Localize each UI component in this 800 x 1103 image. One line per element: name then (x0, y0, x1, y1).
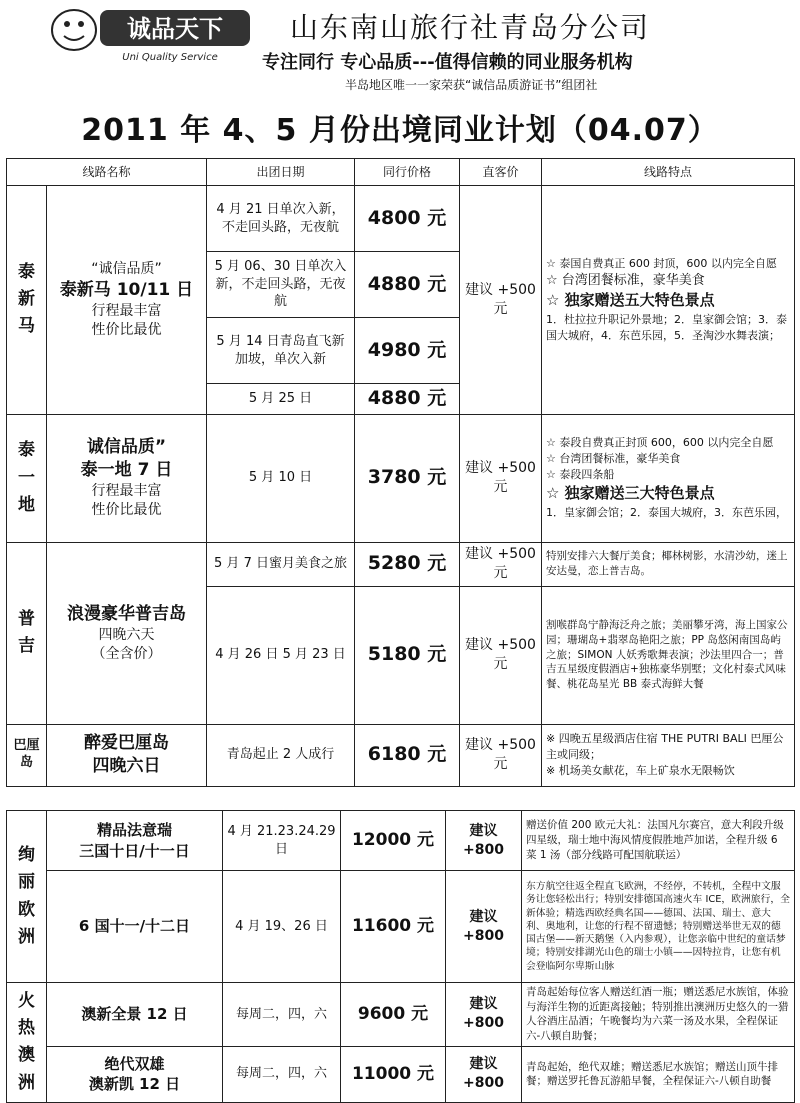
price-cell: 11000 元 (341, 1046, 446, 1102)
feature-item: ※ 机场美女献花，车上矿泉水无限畅饮 (546, 764, 735, 778)
logo-text: 诚品天下 (127, 15, 223, 43)
date-cell: 4 月 26 日 5 月 23 日 (207, 586, 355, 724)
retail-cell: 建议 +500 元 (460, 186, 542, 415)
price-cell: 9600 元 (341, 983, 446, 1047)
region-cell: 普吉 (7, 542, 47, 724)
company-subtitle: 半岛地区唯一一家荣获“诚信品质游证书”组团社 (345, 78, 598, 92)
table-row (7, 186, 795, 252)
price-cell: 4800 元 (355, 186, 460, 252)
region-cell: 泰一地 (7, 414, 47, 542)
date-cell: 4 月 21.23.24.29 日 (223, 811, 341, 871)
table-row (7, 542, 795, 586)
feature-item: ※ 四晚五星级酒店住宿 THE PUTRI BALI 巴厘公主或同级； (546, 732, 784, 762)
features-cell (542, 724, 795, 786)
company-logo (40, 4, 260, 64)
route-line: 四晚六日 (92, 756, 161, 777)
date-cell: 5 月 7 日蜜月美食之旅 (207, 542, 355, 586)
retail-cell: 建议 +800 (446, 811, 522, 871)
table-row (7, 1046, 795, 1102)
retail-cell: 建议 +500 元 (460, 542, 542, 586)
route-cell (47, 811, 223, 871)
route-line: （全含价） (91, 645, 162, 662)
route-line: 行程最丰富 (91, 302, 162, 319)
route-line: 四晚六天 (98, 626, 155, 643)
region-cell: 巴厘岛 (7, 724, 47, 786)
feature-item: ☆ 独家赠送五大特色景点 (546, 291, 715, 310)
table-row (7, 414, 795, 542)
route-cell (47, 983, 223, 1047)
price-cell: 11600 元 (341, 871, 446, 983)
col-retail: 直客价 (460, 159, 542, 186)
date-cell: 每周二，四，六 (223, 1046, 341, 1102)
retail-cell: 建议 +800 (446, 983, 522, 1047)
features-cell: 割喉群岛宁静海泛舟之旅；美丽攀牙湾，海上国家公园；珊瑚岛+翡翠岛艳阳之旅；PP 岛悠闲南国岛屿之旅；SIMON 人妖秀歌舞表演；沙法里四合一；普吉五星级度假酒店+独栋豪华别墅；文化村泰式风味餐、桃花岛星光 BB 泰式海鲜大餐 (542, 586, 795, 724)
date-cell: 5 月 25 日 (207, 384, 355, 415)
route-line: 绝代双雄 (104, 1055, 165, 1073)
retail-cell: 建议 +500 元 (460, 586, 542, 724)
date-cell: 5 月 10 日 (207, 414, 355, 542)
price-cell: 4880 元 (355, 384, 460, 415)
route-line: 三国十日/十一日 (79, 841, 190, 860)
col-price: 同行价格 (355, 159, 460, 186)
retail-cell: 建议 +500 元 (460, 414, 542, 542)
price-cell: 4980 元 (355, 318, 460, 384)
feature-item: 1．杜拉拉升职记外景地；2．皇家御会馆；3．泰国大城府，4．东芭乐园，5．圣淘沙水舞表演； (546, 313, 788, 343)
company-name: 山东南山旅行社青岛分公司 (290, 11, 651, 44)
features-cell: 赠送价值 200 欧元大礼：法国凡尔赛宫，意大利段升级四星级，瑞士地中海风情度假胜地芦加诺，全程升级 6 菜 1 汤（部分线路可配国航联运） (522, 811, 795, 871)
retail-cell: 建议 +500 元 (460, 724, 542, 786)
feature-item: ☆ 泰段自费真正封顶 600，600 以内完全自愿 (546, 436, 774, 450)
retail-cell: 建议 +800 (446, 871, 522, 983)
col-date: 出团日期 (207, 159, 355, 186)
route-cell (47, 414, 207, 542)
col-route: 线路名称 (7, 159, 207, 186)
features-cell: 青岛起始每位客人赠送红酒一瓶；赠送悉尼水族馆，体验与海洋生物的近距离接触；特别推出澳洲历史悠久的一猎人谷酒庄品酒；午晚餐均为六菜一汤及水果，全程保证六-八顿自助餐； (522, 983, 795, 1047)
price-cell: 3780 元 (355, 414, 460, 542)
asia-routes-table (6, 158, 795, 787)
route-line: 澳新凯 12 日 (88, 1075, 181, 1094)
retail-cell: 建议 +800 (446, 1046, 522, 1102)
route-line: 行程最丰富 (91, 483, 162, 500)
col-features: 线路特点 (542, 159, 795, 186)
features-cell: 东方航空往返全程直飞欧洲，不经停，不转机，全程中文服务让您轻松出行；特别安排德国高速火车 ICE，欧洲旅行，全新体验；精选西欧经典名国——德国、法国、瑞士、意大利、奥地利，让您的行程不留遗憾；特别赠送举世无双的德国古堡——新天鹅堡（入内参观），让您亲临中世纪的童话梦境；特别安排湖光山色的瑞士小镇——因特拉肯，让您有机会登临阿尔卑斯山脉 (522, 871, 795, 983)
route-line: 精品法意瑞 (96, 821, 172, 840)
features-cell: 特别安排六大餐厅美食；椰林树影，水清沙幼，迷上安达曼，恋上普吉岛。 (542, 542, 795, 586)
feature-item: ☆ 独家赠送三大特色景点 (546, 484, 715, 503)
route-line: “诚信品质” (91, 261, 162, 278)
price-cell: 5280 元 (355, 542, 460, 586)
date-cell: 青岛起止 2 人成行 (207, 724, 355, 786)
price-cell: 12000 元 (341, 811, 446, 871)
route-cell (47, 542, 207, 724)
features-cell (542, 186, 795, 415)
region-cell: 火热澳洲 (7, 983, 47, 1103)
longhaul-routes-table (6, 810, 795, 1103)
region-cell: 绚丽欧洲 (7, 811, 47, 983)
route-cell (47, 1046, 223, 1102)
route-cell (47, 186, 207, 415)
route-line: 醉爱巴厘岛 (84, 733, 169, 754)
route-cell (47, 724, 207, 786)
route-line: 6 国十一/十二日 (78, 917, 191, 936)
date-cell: 每周二，四，六 (223, 983, 341, 1047)
features-cell (542, 414, 795, 542)
price-cell: 6180 元 (355, 724, 460, 786)
feature-item: ☆ 台湾团餐标准，豪华美食 (546, 452, 681, 466)
table-row (7, 811, 795, 871)
table-header-row (7, 159, 795, 186)
page-header (0, 0, 800, 110)
date-cell: 5 月 14 日青岛直飞新加坡，单次入新 (207, 318, 355, 384)
route-line: 浪漫豪华普吉岛 (67, 603, 186, 624)
route-line: 诚信品质” (86, 437, 167, 458)
table-row (7, 871, 795, 983)
company-slogan: 专注同行 专心品质---值得信赖的同业服务机构 (262, 52, 633, 73)
feature-item: ☆ 泰国自费真正 600 封顶，600 以内完全自愿 (546, 256, 777, 270)
page-title: 2011 年 4、5 月份出境同业计划（04.07） (81, 113, 719, 148)
route-line: 性价比最优 (91, 321, 162, 338)
route-line: 澳新全景 12 日 (81, 1005, 188, 1024)
date-cell: 5 月 06、30 日单次入新，不走回头路，无夜航 (207, 252, 355, 318)
route-line: 性价比最优 (91, 502, 162, 519)
table-row (7, 983, 795, 1047)
region-cell: 泰新马 (7, 186, 47, 415)
feature-item: ☆ 台湾团餐标准，豪华美食 (546, 272, 705, 288)
route-cell (47, 871, 223, 983)
logo-subtext: Uni Quality Service (122, 52, 218, 63)
price-cell: 4880 元 (355, 252, 460, 318)
route-line: 泰新马 10/11 日 (59, 279, 194, 300)
features-cell: 青岛起始，绝代双雄；赠送悉尼水族馆；赠送山顶牛排餐；赠送罗托鲁瓦游船早餐，全程保证六-八顿自助餐 (522, 1046, 795, 1102)
route-line: 泰一地 7 日 (80, 460, 173, 481)
table-row (7, 724, 795, 786)
feature-item: 1．皇家御会馆；2．泰国大城府，3．东芭乐园， (546, 505, 788, 519)
price-cell: 5180 元 (355, 586, 460, 724)
date-cell: 4 月 19、26 日 (223, 871, 341, 983)
date-cell: 4 月 21 日单次入新，不走回头路，无夜航 (207, 186, 355, 252)
feature-item: ☆ 泰段四条船 (546, 468, 615, 482)
